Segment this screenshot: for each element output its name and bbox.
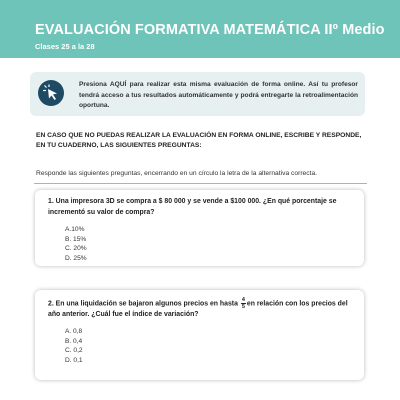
page-subtitle: Clases 25 a la 28 — [35, 42, 95, 51]
header-bar — [0, 0, 400, 58]
option-b[interactable]: B. 0,4 — [65, 337, 83, 345]
fraction-numerator: 4 — [241, 297, 245, 303]
question-2-text-start: 2. En una liquidación se bajaron algunos precios en hasta — [48, 300, 238, 308]
page-title: EVALUACIÓN FORMATIVA MATEMÁTICA IIº Medio — [35, 22, 385, 38]
fraction — [241, 297, 246, 310]
question-1-text: 1. Una impresora 3D se compra a $ 80 000 y se vende a $100 000. ¿En qué porcentaje se incrementó su valor de compra? — [48, 198, 337, 216]
option-a[interactable]: A.10% — [65, 226, 85, 233]
question-2-text — [48, 297, 358, 321]
option-b[interactable]: B. 15% — [65, 235, 87, 243]
question-2-options — [65, 327, 83, 366]
option-a[interactable]: A. 0,8 — [65, 328, 83, 335]
fraction-denominator: 5 — [241, 304, 245, 310]
online-evaluation-text[interactable]: Presiona AQUÍ para realizar esta misma evaluación de forma online. Así tu profesor tendrá acceso a tus resultados automáticamente y podrá entregarte la retroalimentación oportuna. — [79, 81, 358, 109]
option-d[interactable]: D. 0,1 — [65, 357, 83, 365]
click-pointer-icon[interactable] — [38, 80, 64, 106]
option-c[interactable]: C. 0,2 — [65, 347, 83, 355]
answer-instruction: Responde las siguientes preguntas, encerrando en un círculo la letra de la alternativa correcta. — [36, 170, 318, 177]
offline-instruction: EN CASO QUE NO PUEDAS REALIZAR LA EVALUACIÓN EN FORMA ONLINE, ESCRIBE Y RESPONDE, EN TU CUADERNO, LAS SIGUIENTES PREGUNTAS: — [36, 132, 362, 149]
question-card-1 — [35, 190, 364, 266]
question-card-2 — [35, 290, 364, 380]
question-2-text-end: en relación con los precios del año anterior. ¿Cuál fue el índice de variación? — [48, 300, 348, 318]
divider — [34, 183, 367, 184]
online-evaluation-box[interactable] — [30, 72, 365, 116]
question-1-options — [65, 225, 87, 264]
option-d[interactable]: D. 25% — [65, 255, 87, 263]
option-c[interactable]: C. 20% — [65, 245, 87, 253]
